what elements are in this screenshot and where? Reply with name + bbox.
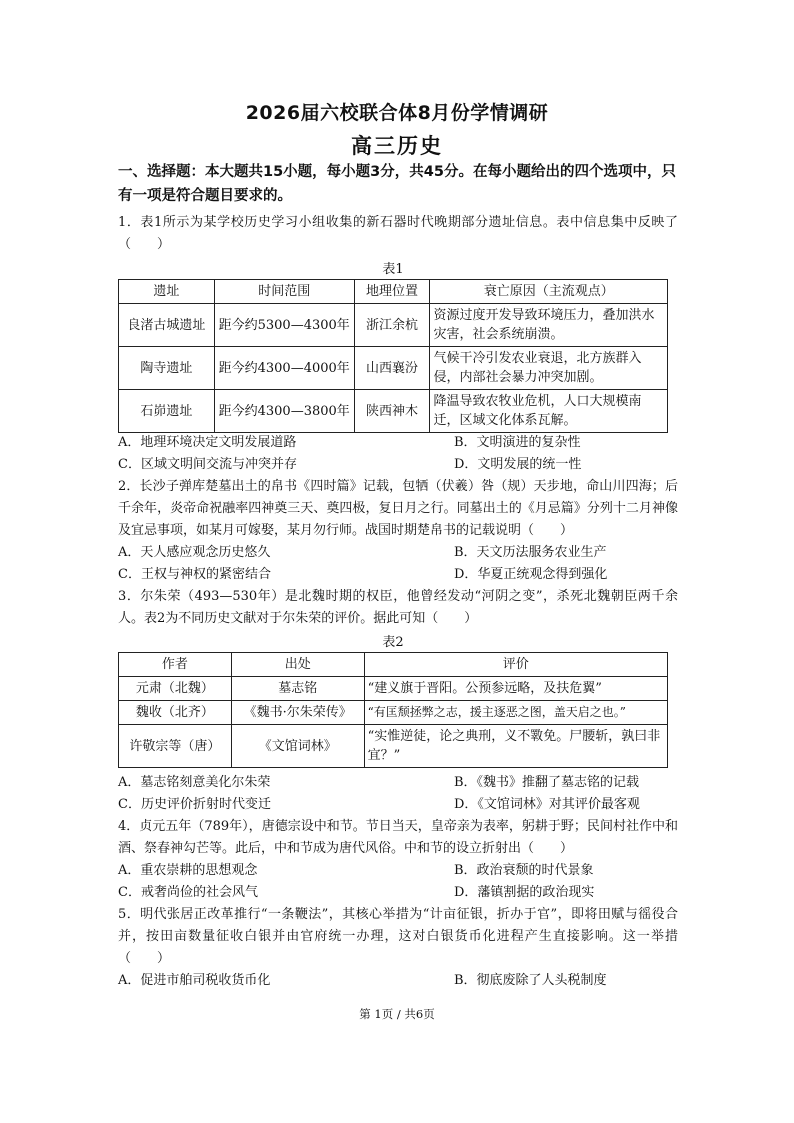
q1-option-d: D．文明发展的统一性 (454, 457, 582, 472)
q2-option-c: C．王权与神权的紧密结合 (118, 567, 271, 582)
q1-option-c: C．区域文明间交流与冲突并存 (118, 457, 297, 472)
q5-option-a: A．促进市舶司税收货币化 (118, 973, 271, 988)
page-footer: 第 1页 / 共6页 (359, 1007, 435, 1021)
q2-option-b: B．天文历法服务农业生产 (454, 545, 607, 560)
table-cell: 墓志铭 (231, 677, 364, 701)
exam-title: 2026届六校联合体8月份学情调研 (245, 102, 549, 124)
table-row (119, 390, 668, 433)
q5-option-b: B．彻底废除了人头税制度 (454, 973, 607, 988)
q4-option-b: B．政治衰颓的时代景象 (454, 863, 594, 878)
table-cell: 石峁遗址 (119, 390, 215, 433)
q2-option-a: A．天人感应观念历史悠久 (118, 545, 271, 560)
q5-stem: 5．明代张居正改革推行“一条鞭法”，其核心举措为“计亩征银，折办于官”，即将田赋与徭役合并，按田亩数量征收白银并由官府统一办理，这对白银货币化进程产生直接影响。这一举措（ ） (118, 907, 678, 966)
table2 (118, 652, 668, 768)
table-cell: 良渚古城遗址 (119, 304, 215, 347)
table1 (118, 279, 668, 433)
table-row (119, 347, 668, 390)
table-cell: 许敬宗等（唐） (119, 725, 232, 768)
q2-option-d: D．华夏正统观念得到强化 (454, 567, 608, 582)
table-row (119, 701, 668, 725)
table-cell: 距今约4300—3800年 (214, 390, 354, 433)
table-cell: 资源过度开发导致环境压力，叠加洪水灾害，社会系统崩溃。 (430, 304, 668, 347)
table-row (119, 677, 668, 701)
q2-stem: 2．长沙子弹库楚墓出土的帛书《四时篇》记载，包牺（伏羲）咎（规）天步地，命山川四海；后千余年，炎帝命祝融率四神奠三天、奠四极，复日月之行。同墓出土的《月忌篇》分列十二月神像及宜忌事项，如某月可嫁娶，某月勿行师。战国时期楚帛书的记载说明（ ） (118, 479, 678, 538)
q3-option-d: D．《文馆词林》对其评价最客观 (454, 797, 640, 812)
table-cell: 降温导致农牧业危机，人口大规模南迁，区域文化体系瓦解。 (430, 390, 668, 433)
table-row (119, 304, 668, 347)
q1-option-b: B．文明演进的复杂性 (454, 435, 581, 450)
table-cell: 《魏书·尔朱荣传》 (231, 701, 364, 725)
table-header-cell: 作者 (119, 653, 232, 677)
q4-option-a: A．重农崇耕的思想观念 (118, 863, 258, 878)
table-cell: 魏收（北齐） (119, 701, 232, 725)
q3-option-b: B．《魏书》推翻了墓志铭的记载 (454, 775, 640, 790)
q4-stem: 4．贞元五年（789年），唐德宗设中和节。节日当天，皇帝亲为表率，躬耕于野；民间村社作中和酒、祭春神勾芒等。此后，中和节成为唐代风俗。中和节的设立折射出（ ） (118, 819, 678, 856)
section-heading: 一、选择题：本大题共15小题，每小题3分，共45分。在每小题给出的四个选项中，只有一项是符合题目要求的。 (118, 164, 676, 204)
q4-option-c: C．戒奢尚俭的社会风气 (118, 885, 258, 900)
table-cell: 陶寺遗址 (119, 347, 215, 390)
table-cell: “有匡颓拯弊之志，援主逐恶之图，盖天启之也。” (364, 701, 667, 725)
table-cell: “建义旗于晋阳。公预参远略，及扶危翼” (364, 677, 667, 701)
table-cell: 距今约5300—4300年 (214, 304, 354, 347)
table-header-cell: 地理位置 (354, 280, 430, 304)
subject-title: 高三历史 (351, 134, 443, 158)
table-cell: “实惟逆徒，论之典刑，义不斁免。尸腰斩，孰曰非宜？” (364, 725, 667, 768)
table-cell: 山西襄汾 (354, 347, 430, 390)
q1-option-a: A．地理环境决定文明发展道路 (118, 435, 297, 450)
q3-option-c: C．历史评价折射时代变迁 (118, 797, 271, 812)
q3-option-a: A．墓志铭刻意美化尔朱荣 (118, 775, 271, 790)
table-header-row (119, 653, 668, 677)
table-header-cell: 评价 (364, 653, 667, 677)
table-header-cell: 遗址 (119, 280, 215, 304)
q3-stem: 3．尔朱荣（493—530年）是北魏时期的权臣，他曾经发动“河阴之变”，杀死北魏朝臣两千余人。表2为不同历史文献对于尔朱荣的评价。据此可知（ ） (118, 589, 678, 626)
table-cell: 距今约4300—4000年 (214, 347, 354, 390)
q4-option-d: D．藩镇割据的政治现实 (454, 885, 595, 900)
table-row (119, 725, 668, 768)
table-cell: 浙江余杭 (354, 304, 430, 347)
table-header-cell: 出处 (231, 653, 364, 677)
table-cell: 陕西神木 (354, 390, 430, 433)
table-header-cell: 时间范围 (214, 280, 354, 304)
table-header-row (119, 280, 668, 304)
table-cell: 元肃（北魏） (119, 677, 232, 701)
table2-caption: 表2 (382, 635, 404, 650)
table1-caption: 表1 (382, 262, 404, 277)
table-header-cell: 衰亡原因（主流观点） (430, 280, 668, 304)
q1-stem: 1．表1所示为某学校历史学习小组收集的新石器时代晚期部分遗址信息。表中信息集中反映了（ ） (118, 215, 678, 252)
table-cell: 《文馆词林》 (231, 725, 364, 768)
table-cell: 气候干冷引发农业衰退，北方族群入侵，内部社会暴力冲突加剧。 (430, 347, 668, 390)
